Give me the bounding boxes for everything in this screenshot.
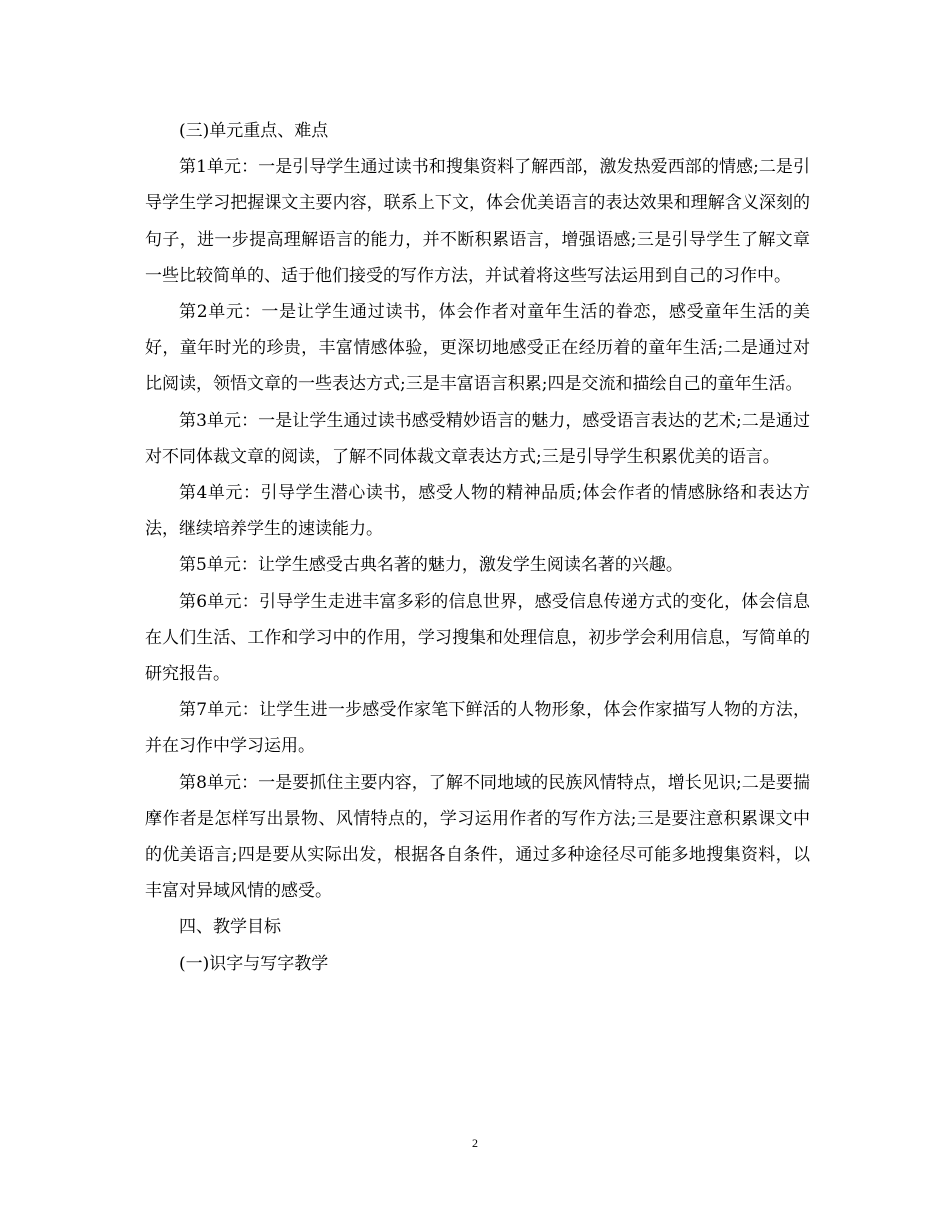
page-number: 2 <box>472 1136 478 1150</box>
section-heading-unit-focus: (三)单元重点、难点 <box>179 121 329 141</box>
paragraph-unit-3: 第3单元：一是让学生通过读书感受精妙语言的魅力，感受语言表达的艺术;二是通过对不同体裁文章的阅读，了解不同体裁文章表达方式;三是引导学生积累优美的语言。 <box>145 410 810 467</box>
paragraph-unit-5: 第5单元：让学生感受古典名著的魅力，激发学生阅读名著的兴趣。 <box>179 555 683 576</box>
paragraph-unit-2: 第2单元：一是让学生通过读书，体会作者对童年生活的眷恋，感受童年生活的美好，童年时光的珍贵，丰富情感体验，更深切地感受正在经历着的童年生活;二是通过对比阅读，领悟文章的一些表达方式;三是丰富语言积累;四是交流和描绘自己的童年生活。 <box>145 302 810 395</box>
document-body <box>145 113 810 982</box>
paragraph-unit-1: 第1单元：一是引导学生通过读书和搜集资料了解西部，激发热爱西部的情感;二是引导学生学习把握课文主要内容，联系上下文，体会优美语言的表达效果和理解含义深刻的句子，进一步提高理解语言的能力，并不断积累语言，增强语感;三是引导学生了解文章一些比较简单的、适于他们接受的写作方法，并试着将这些写法运用到自己的习作中。 <box>145 157 810 286</box>
paragraph-unit-4: 第4单元：引导学生潜心读书，感受人物的精神品质;体会作者的情感脉络和表达方法，继续培养学生的速读能力。 <box>145 483 810 540</box>
subsection-heading-literacy: (一)识字与写字教学 <box>179 953 329 974</box>
paragraph-unit-7: 第7单元：让学生进一步感受作家笔下鲜活的人物形象，体会作家描写人物的方法，并在习作中学习运用。 <box>145 700 810 757</box>
paragraph-unit-8: 第8单元：一是要抓住主要内容，了解不同地域的民族风情特点，增长见识;二是要揣摩作者是怎样写出景物、风情特点的，学习运用作者的写作方法;三是要注意积累课文中的优美语言;四是要从实际出发，根据各自条件，通过多种途径尽可能多地搜集资料，以丰富对异域风情的感受。 <box>145 772 810 902</box>
section-heading-teaching-goals: 四、教学目标 <box>179 917 281 938</box>
paragraph-unit-6: 第6单元：引导学生走进丰富多彩的信息世界，感受信息传递方式的变化，体会信息在人们生活、工作和学习中的作用，学习搜集和处理信息，初步学会利用信息，写简单的研究报告。 <box>145 591 810 685</box>
